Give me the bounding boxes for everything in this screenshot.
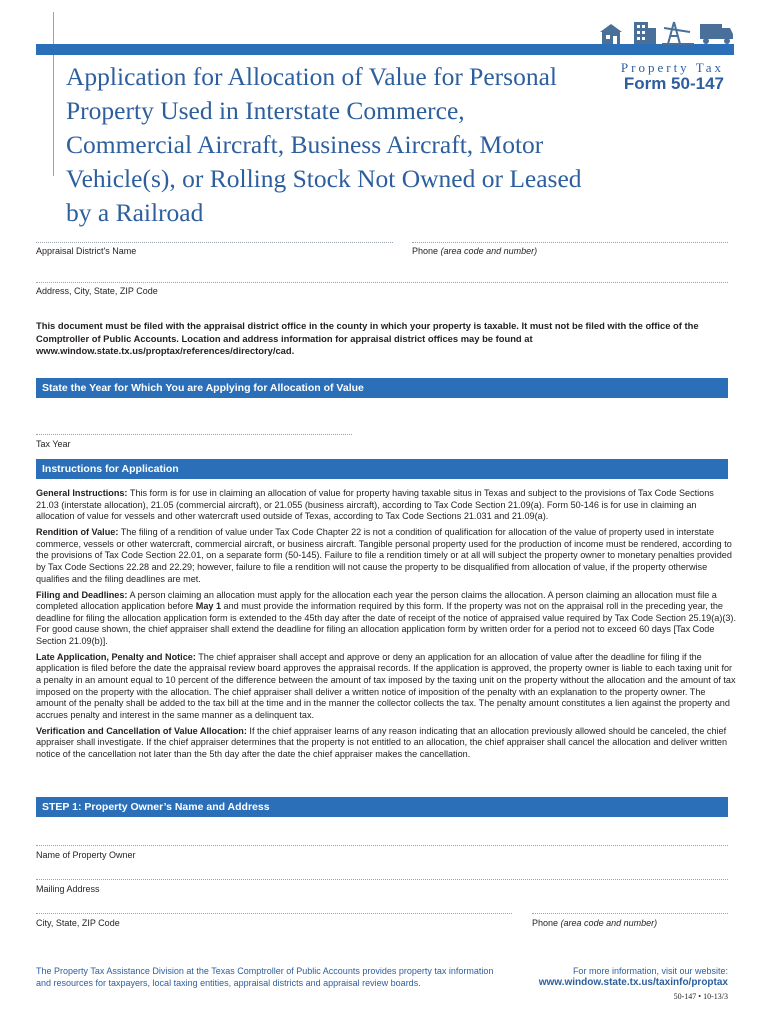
owner-name-label: Name of Property Owner	[36, 850, 136, 860]
owner-phone-label: Phone (area code and number)	[532, 918, 658, 928]
year-section-heading: State the Year for Which You are Applying for Allocation of Value	[36, 378, 728, 398]
truck-icon	[700, 24, 733, 44]
district-phone-label: Phone (area code and number)	[412, 246, 538, 256]
mailing-address-input[interactable]	[36, 879, 728, 880]
general-instructions: General Instructions: This form is for use in claiming an allocation of value for property having taxable situs in Texas and subject to the provisions of Tax Code Sections 21.03 (interstate allocation), 21.05 (commercial aircraft), or 21.055 (business aircraft), according to Tax Code Section 21.09(a). Form 50-146 is for use in claiming an allocation of value for vessels and other watercraft used outside of Texas, according to Tax Code Sections 21.031 and 21.09(a).	[36, 488, 714, 522]
footer-website	[539, 965, 728, 990]
district-phone-input[interactable]	[412, 242, 728, 243]
district-name-input[interactable]	[36, 242, 393, 243]
footer-website-text: For more information, visit our website:	[572, 966, 728, 976]
filing-and-deadlines: Filing and Deadlines: A person claiming an allocation must apply for the allocation each year the person claims the allocation. A person claiming an allocation must file a completed allocation application before May 1 and must provide the information required by this form. If the property was not on the appraisal roll in the preceding year, the deadline for filing the allocation application form is extended to the 45th day after the date of receipt of the notice of appraised value required by Tax Code Section 25.19(a)(3). For good cause shown, the chief appraiser shall extend the deadline for filing an allocation application form by written order for a period not to exceed 60 days [Tax Code Section 21.09(b)].	[36, 589, 736, 646]
header-left-rule	[53, 12, 54, 176]
verification-cancellation: Verification and Cancellation of Value Allocation: If the chief appraiser learns of any reason indicating that an allocation previously allowed should be canceled, the chief appraiser shall investigate. If the chief appraiser determines that the property is not entitled to an allocation, the chief appraiser shall cancel the allocation and deliver written notice of the cancellation not later than the 5th day after the date the chief appraiser makes the cancellation.	[36, 725, 728, 760]
footer-url-link[interactable]: www.window.state.tx.us/taxinfo/proptax	[538, 977, 728, 989]
tax-year-label: Tax Year	[36, 439, 71, 449]
form-title: Application for Allocation of Value for Personal Property Used in Interstate Commerce, Commercial Aircraft, Business Aircraft, Motor Vehicle(s), or Rolling Stock Not Owned or Leased by a Railroad	[66, 62, 582, 227]
house-icon	[600, 24, 622, 44]
category-label: Property Tax	[620, 60, 724, 75]
owner-city-label: City, State, ZIP Code	[36, 918, 120, 928]
owner-phone-input[interactable]	[532, 913, 728, 914]
step1-heading: STEP 1: Property Owner’s Name and Address	[36, 797, 728, 817]
footer-description: The Property Tax Assistance Division at the Texas Comptroller of Public Accounts provides property tax information and resources for taxpayers, local taxing entities, appraisal districts and appraisal review boards.	[36, 966, 494, 989]
district-address-input[interactable]	[36, 282, 728, 283]
oil-derrick-icon	[662, 22, 694, 44]
tax-year-input[interactable]	[36, 434, 352, 435]
instructions-heading: Instructions for Application	[36, 459, 728, 479]
form-code: 50-147 • 10-13/3	[673, 992, 728, 1001]
filing-notice: This document must be filed with the appraisal district office in the county in which your property is taxable. It must not be filed with the office of the Comptroller of Public Accounts. Location and address information for appraisal district offices may be found at www.window.state.tx.us/proptax/references/directory/cad.	[36, 320, 699, 356]
late-application: Late Application, Penalty and Notice: The chief appraiser shall accept and approve or deny an application for an allocation of value after the deadline for filing if the application is filed before the date the appraisal review board approves the appraisal records. If the application is approved, the property owner is liable to each taxing unit for a penalty in an amount equal to 10 percent of the difference between the amount of tax imposed by the taxing unit on the property without the allocation and the amount of tax imposed on the property with the allocation. The chief appraiser shall deliver a written notice of imposition of the penalty with an explanation to the property owner. The amount of the penalty shall be added to the tax bill at the time and in the manner the collector collects the tax. The penalty amount constitutes a lien against the property and accrues penalty and interest in the same manner as a delinquent tax.	[36, 651, 736, 720]
instructions-body	[36, 488, 736, 765]
owner-city-input[interactable]	[36, 913, 512, 914]
form-number: Form 50-147	[623, 74, 724, 93]
owner-name-input[interactable]	[36, 845, 728, 846]
mailing-address-label: Mailing Address	[36, 884, 100, 894]
building-icon	[634, 22, 656, 44]
district-name-label: Appraisal District's Name	[36, 246, 137, 256]
district-address-label: Address, City, State, ZIP Code	[36, 286, 158, 296]
header-icons	[598, 18, 734, 46]
rendition-of-value: Rendition of Value: The filing of a rendition of value under Tax Code Chapter 22 is not a condition of qualification for allocation of the value of property used in interstate commerce, vessels or other watercraft, commercial aircraft, or business aircraft. Tangible personal property used for the production of income must be rendered, according to the provisions of Tax Code Section 22.01, on a separate form (50-145). Failure to file a rendition timely or at all will subject the property owner to monetary penalties provided by Tax Code Sections 22.28 and 22.29; however, failure to file a rendition will not cause the property to be disqualified from allocation of value, if the property otherwise qualifies and the filing deadlines are met.	[36, 527, 732, 584]
